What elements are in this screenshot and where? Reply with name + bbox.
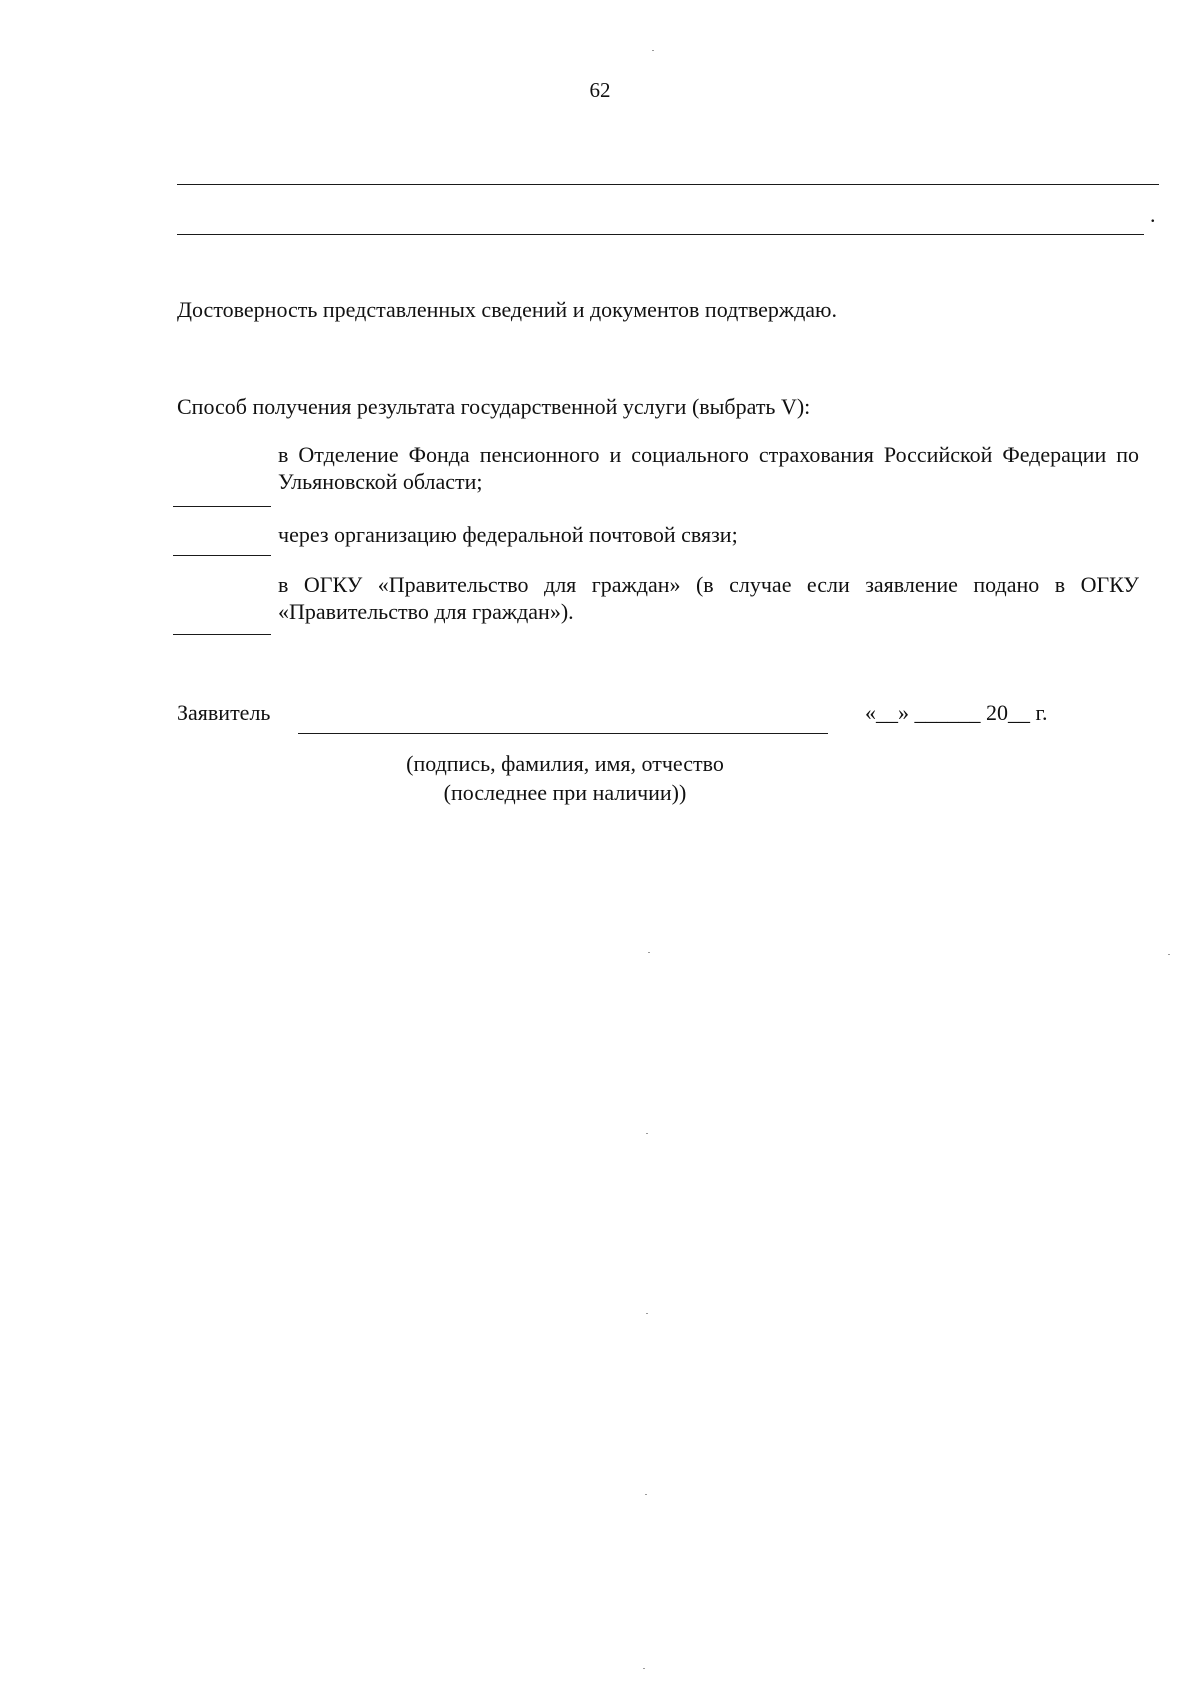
option-label-2: через организацию федеральной почтовой связи; — [278, 522, 738, 547]
scan-speck — [646, 1133, 648, 1134]
scan-speck — [648, 952, 650, 953]
page-number: 62 — [589, 78, 611, 102]
option-label-3: в ОГКУ «Правительство для граждан» (в случае если заявление подано в ОГКУ «Правительство для граждан»). — [278, 572, 1139, 624]
scan-speck — [652, 50, 654, 51]
option-checkbox-line-3[interactable] — [173, 634, 271, 635]
option-label-1: в Отделение Фонда пенсионного и социального страхования Российской Федерации по Ульяновской области; — [278, 442, 1139, 494]
signature-caption-line-1: (подпись, фамилия, имя, отчество — [406, 751, 724, 776]
signature-line[interactable] — [298, 733, 828, 734]
scan-speck — [646, 1313, 648, 1314]
trailing-period: . — [1150, 202, 1156, 227]
blank-fill-line-1[interactable] — [177, 184, 1159, 185]
scan-speck — [1168, 954, 1170, 955]
option-checkbox-line-1[interactable] — [173, 506, 271, 507]
option-checkbox-line-2[interactable] — [173, 555, 271, 556]
applicant-label: Заявитель — [177, 700, 271, 725]
scan-speck — [643, 1668, 645, 1669]
date-field[interactable]: «__» ______ 20__ г. — [865, 700, 1048, 725]
blank-fill-line-2[interactable] — [177, 234, 1144, 235]
method-heading: Способ получения результата государственной услуги (выбрать V): — [177, 394, 811, 419]
scan-speck — [645, 1494, 647, 1495]
signature-caption-line-2: (последнее при наличии)) — [443, 780, 687, 805]
confirmation-statement: Достоверность представленных сведений и документов подтверждаю. — [177, 297, 837, 322]
